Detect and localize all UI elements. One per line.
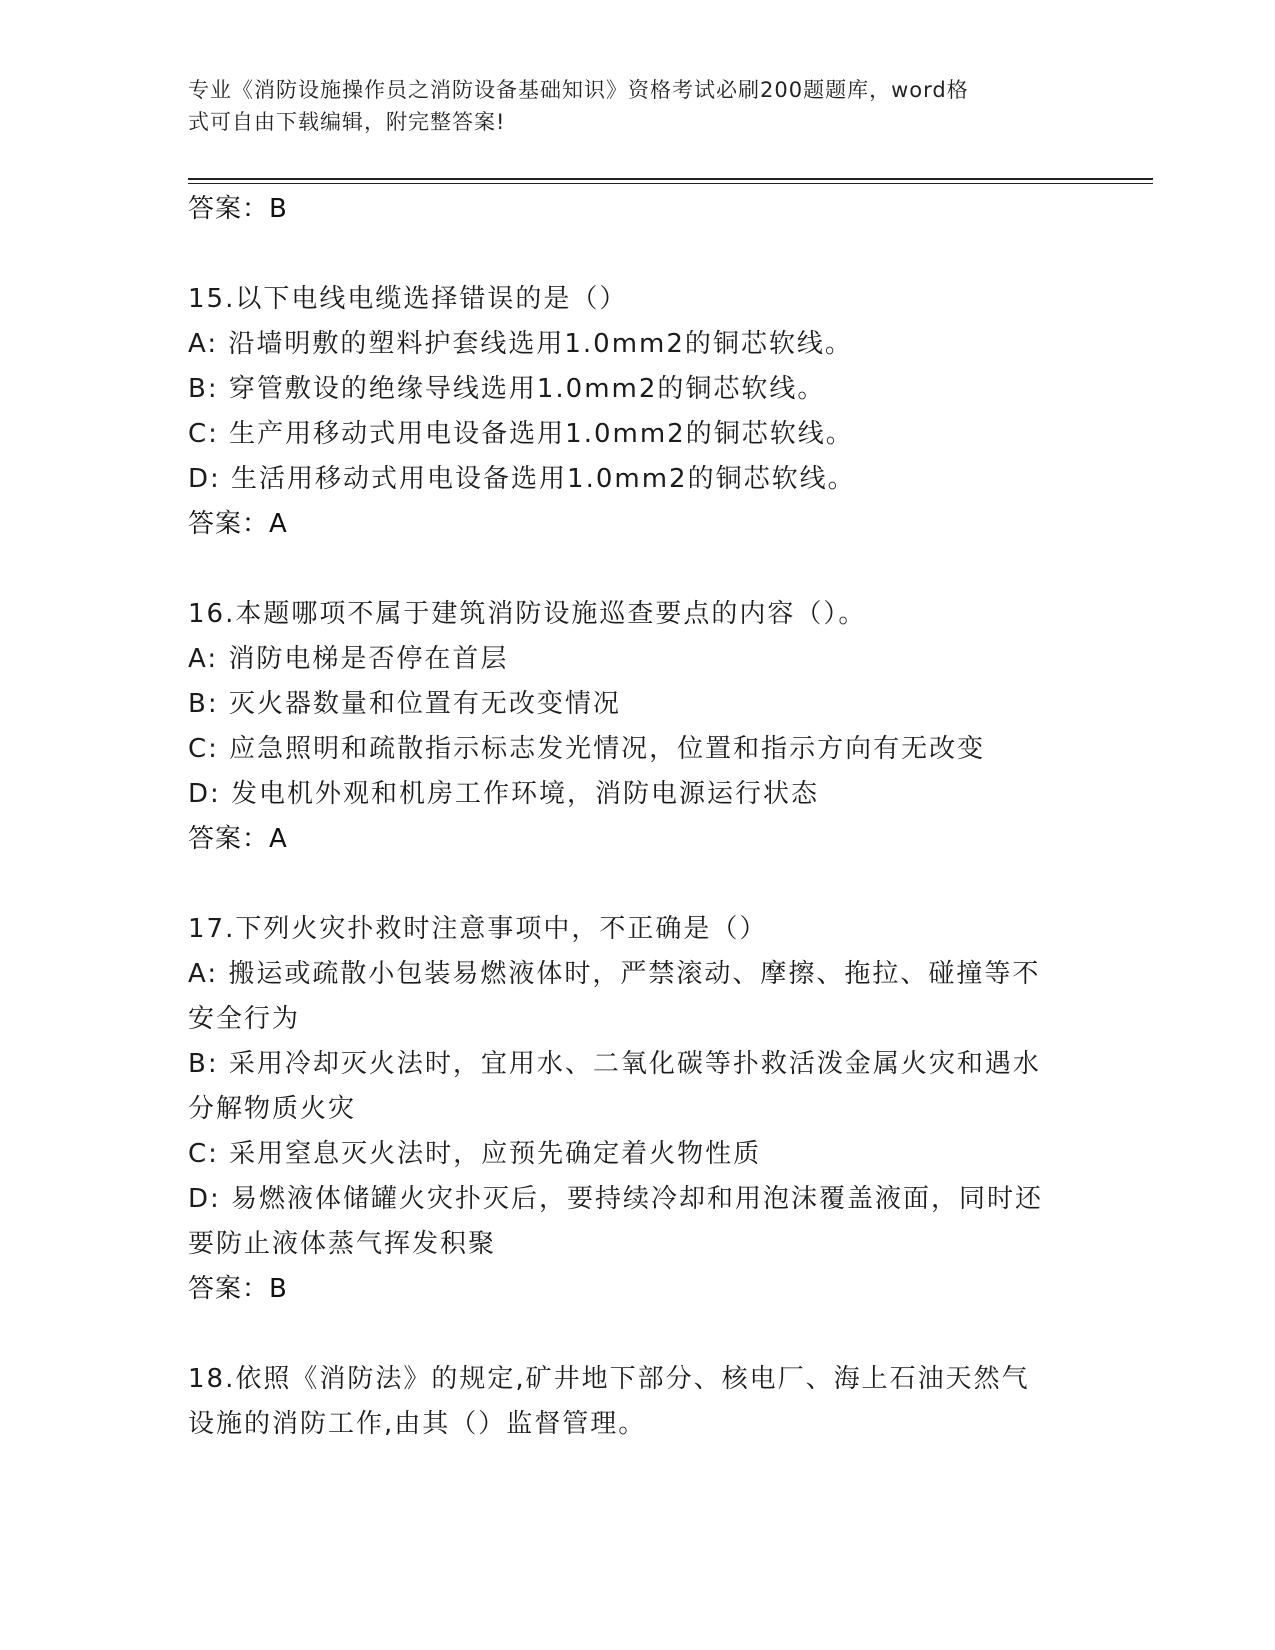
question-text-line-1: 18.依照《消防法》的规定,矿井地下部分、核电厂、海上石油天然气 — [188, 1364, 1030, 1394]
header-divider-thin — [188, 183, 1153, 184]
spacer — [188, 232, 1088, 277]
option-a: A: 沿墙明敷的塑料护套线选用1.0mm2的铜芯软线。 — [188, 329, 853, 359]
document-body — [188, 187, 1088, 1447]
header-line-1: 专业《消防设施操作员之消防设备基础知识》资格考试必刷200题题库，word格 — [188, 78, 969, 102]
option-d-line-2: 要防止液体蒸气挥发积聚 — [188, 1229, 497, 1259]
option-d: D: 生活用移动式用电设备选用1.0mm2的铜芯软线。 — [188, 464, 856, 494]
header-divider-thick — [188, 178, 1153, 180]
option-b: B: 灭火器数量和位置有无改变情况 — [188, 689, 621, 719]
option-c: C: 应急照明和疏散指示标志发光情况，位置和指示方向有无改变 — [188, 734, 986, 764]
question-text: 15.以下电线电缆选择错误的是（） — [188, 284, 628, 314]
option-b-line-2: 分解物质火灾 — [188, 1094, 357, 1124]
question-17 — [188, 907, 1088, 1312]
question-text-line-2: 设施的消防工作,由其（）监督管理。 — [188, 1409, 647, 1439]
question-text: 17.下列火灾扑救时注意事项中，不正确是（） — [188, 914, 768, 944]
question-text: 16.本题哪项不属于建筑消防设施巡查要点的内容（）。 — [188, 599, 867, 629]
option-a: A: 消防电梯是否停在首层 — [188, 644, 509, 674]
answer: 答案：B — [188, 1274, 288, 1304]
option-c: C: 生产用移动式用电设备选用1.0mm2的铜芯软线。 — [188, 419, 854, 449]
answer: 答案：A — [188, 509, 288, 539]
spacer — [188, 1312, 1088, 1357]
spacer — [188, 547, 1088, 592]
option-b: B: 穿管敷设的绝缘导线选用1.0mm2的铜芯软线。 — [188, 374, 826, 404]
option-c: C: 采用窒息灭火法时，应预先确定着火物性质 — [188, 1139, 762, 1169]
header-line-2: 式可自由下载编辑，附完整答案! — [188, 110, 506, 134]
spacer — [188, 862, 1088, 907]
option-a-line-2: 安全行为 — [188, 1004, 301, 1034]
option-a-line-1: A: 搬运或疏散小包装易燃液体时，严禁滚动、摩擦、拖拉、碰撞等不 — [188, 959, 1041, 989]
question-16 — [188, 592, 1088, 862]
option-b-line-1: B: 采用冷却灭火法时，宜用水、二氧化碳等扑救活泼金属火灾和遇水 — [188, 1049, 1041, 1079]
question-18 — [188, 1357, 1088, 1447]
previous-answer: 答案：B — [188, 194, 288, 224]
option-d-line-1: D: 易燃液体储罐火灾扑灭后，要持续冷却和用泡沫覆盖液面，同时还 — [188, 1184, 1044, 1214]
answer: 答案：A — [188, 824, 288, 854]
document-header — [188, 74, 1068, 138]
question-15 — [188, 277, 1088, 547]
option-d: D: 发电机外观和机房工作环境，消防电源运行状态 — [188, 779, 820, 809]
